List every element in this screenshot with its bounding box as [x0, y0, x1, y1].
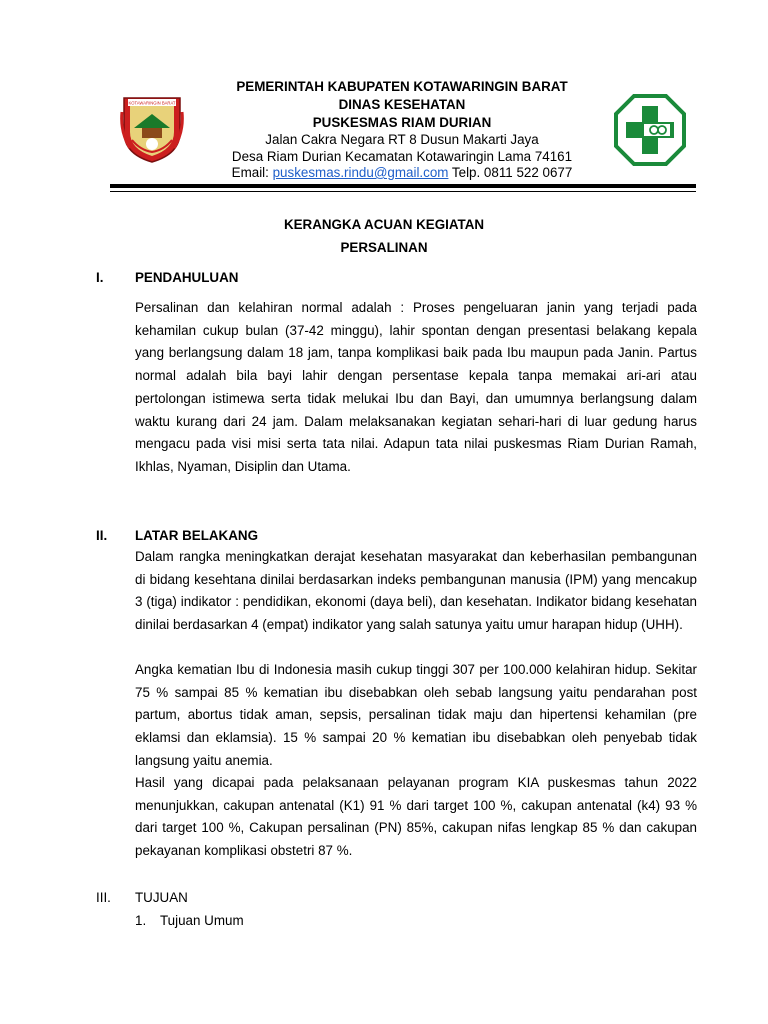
letterhead-address-village: Desa Riam Durian Kecamatan Kotawaringin Lama 74161 — [231, 148, 573, 164]
letterhead-puskesmas: PUSKESMAS RIAM DURIAN — [312, 115, 492, 130]
list-item-text: Tujuan Umum — [160, 913, 244, 928]
document-subtitle: PERSALINAN — [340, 240, 428, 255]
emblem-banner-text: KOTAWARINGIN BARAT — [128, 100, 176, 106]
section-2-paragraph-1: Dalam rangka meningkatkan derajat kesehatan masyarakat dan keberhasilan pembangunan di bidang kesehtana dinilai berdasarkan indeks pembangunan manusia (IPM) yang mencakup 3 (tiga) indikator : pendidikan, ekonomi (daya beli), dan kesehatan. Indikator bidang kesehatan dinilai berdasarkan 4 (empat) indikator yang salah satunya yaitu umur harapan hidup (UHH). — [135, 549, 697, 633]
list-item-number: 1. — [135, 913, 147, 928]
letterhead-divider-thick — [110, 184, 696, 188]
section-2-number: II. — [96, 528, 108, 543]
letterhead-address-street: Jalan Cakra Negara RT 8 Dusun Makarti Jaya — [265, 132, 539, 147]
letterhead-department: DINAS KESEHATAN — [338, 97, 466, 112]
letterhead-contact — [170, 165, 634, 182]
section-2-paragraph-2: Angka kematian Ibu di Indonesia masih cukup tinggi 307 per 100.000 kelahiran hidup. Sekitar 75 % sampai 85 % kematian ibu disebabkan oleh sebab langsung yaitu pendarahan post partum, abortus tidak aman, sepsis, persalinan tidak maju dan hipertensi kehamilan (pre eklamsi dan eklamsia). 15 % sampai 20 % kematian ibu disebabkan oleh penyebab tidak langsung yaitu anemia. — [135, 662, 697, 768]
document-title: KERANGKA ACUAN KEGIATAN — [283, 217, 485, 232]
letterhead-divider-thin — [110, 191, 696, 192]
section-1-paragraph: Persalinan dan kelahiran normal adalah : Proses pengeluaran janin yang terjadi pada kehamilan cukup bulan (37-42 minggu), lahir spontan dengan presentasi belakang kepala yang berlangsung dalam 18 jam, tanpa komplikasi baik pada Ibu maupun pada Janin. Partus normal adalah bila bayi lahir dengan persentase kepala tanpa memakai ari-ari atau pertolongan istimewa serta tidak melukai Ibu dan Bayi, dan umumnya berlangsung dalam waktu kurang dari 24 jam. Dalam melaksanakan kegiatan sehari-hari di luar gedung harus mengacu pada visi misi serta tata nilai. Adapun tata nilai puskesmas Riam Durian Ramah, Ikhlas, Nyaman, Disiplin dan Utama. — [135, 300, 697, 474]
phone-text: Telp. 0811 522 0677 — [448, 165, 573, 180]
section-2-heading: LATAR BELAKANG — [135, 528, 258, 543]
section-3-number: III. — [96, 890, 111, 905]
email-label: Email: — [231, 165, 273, 180]
section-2-paragraph-3: Hasil yang dicapai pada pelaksanaan pelayanan program KIA puskesmas tahun 2022 menunjukkan, cakupan antenatal (K1) 91 % dari target 100 %, cakupan antenatal (k4) 93 % dari target 100 %, Cakupan persalinan (PN) 85%, cakupan nifas lengkap 85 % dan cakupan pekayanan komplikasi obstetri 87 %. — [135, 775, 697, 859]
letterhead — [170, 78, 634, 182]
section-3-heading: TUJUAN — [135, 890, 188, 905]
letterhead-government: PEMERINTAH KABUPATEN KOTAWARINGIN BARAT — [236, 79, 568, 94]
section-1-heading: PENDAHULUAN — [135, 270, 239, 285]
email-link[interactable]: puskesmas.rindu@gmail.com — [272, 165, 449, 180]
section-1-number: I. — [96, 270, 104, 285]
